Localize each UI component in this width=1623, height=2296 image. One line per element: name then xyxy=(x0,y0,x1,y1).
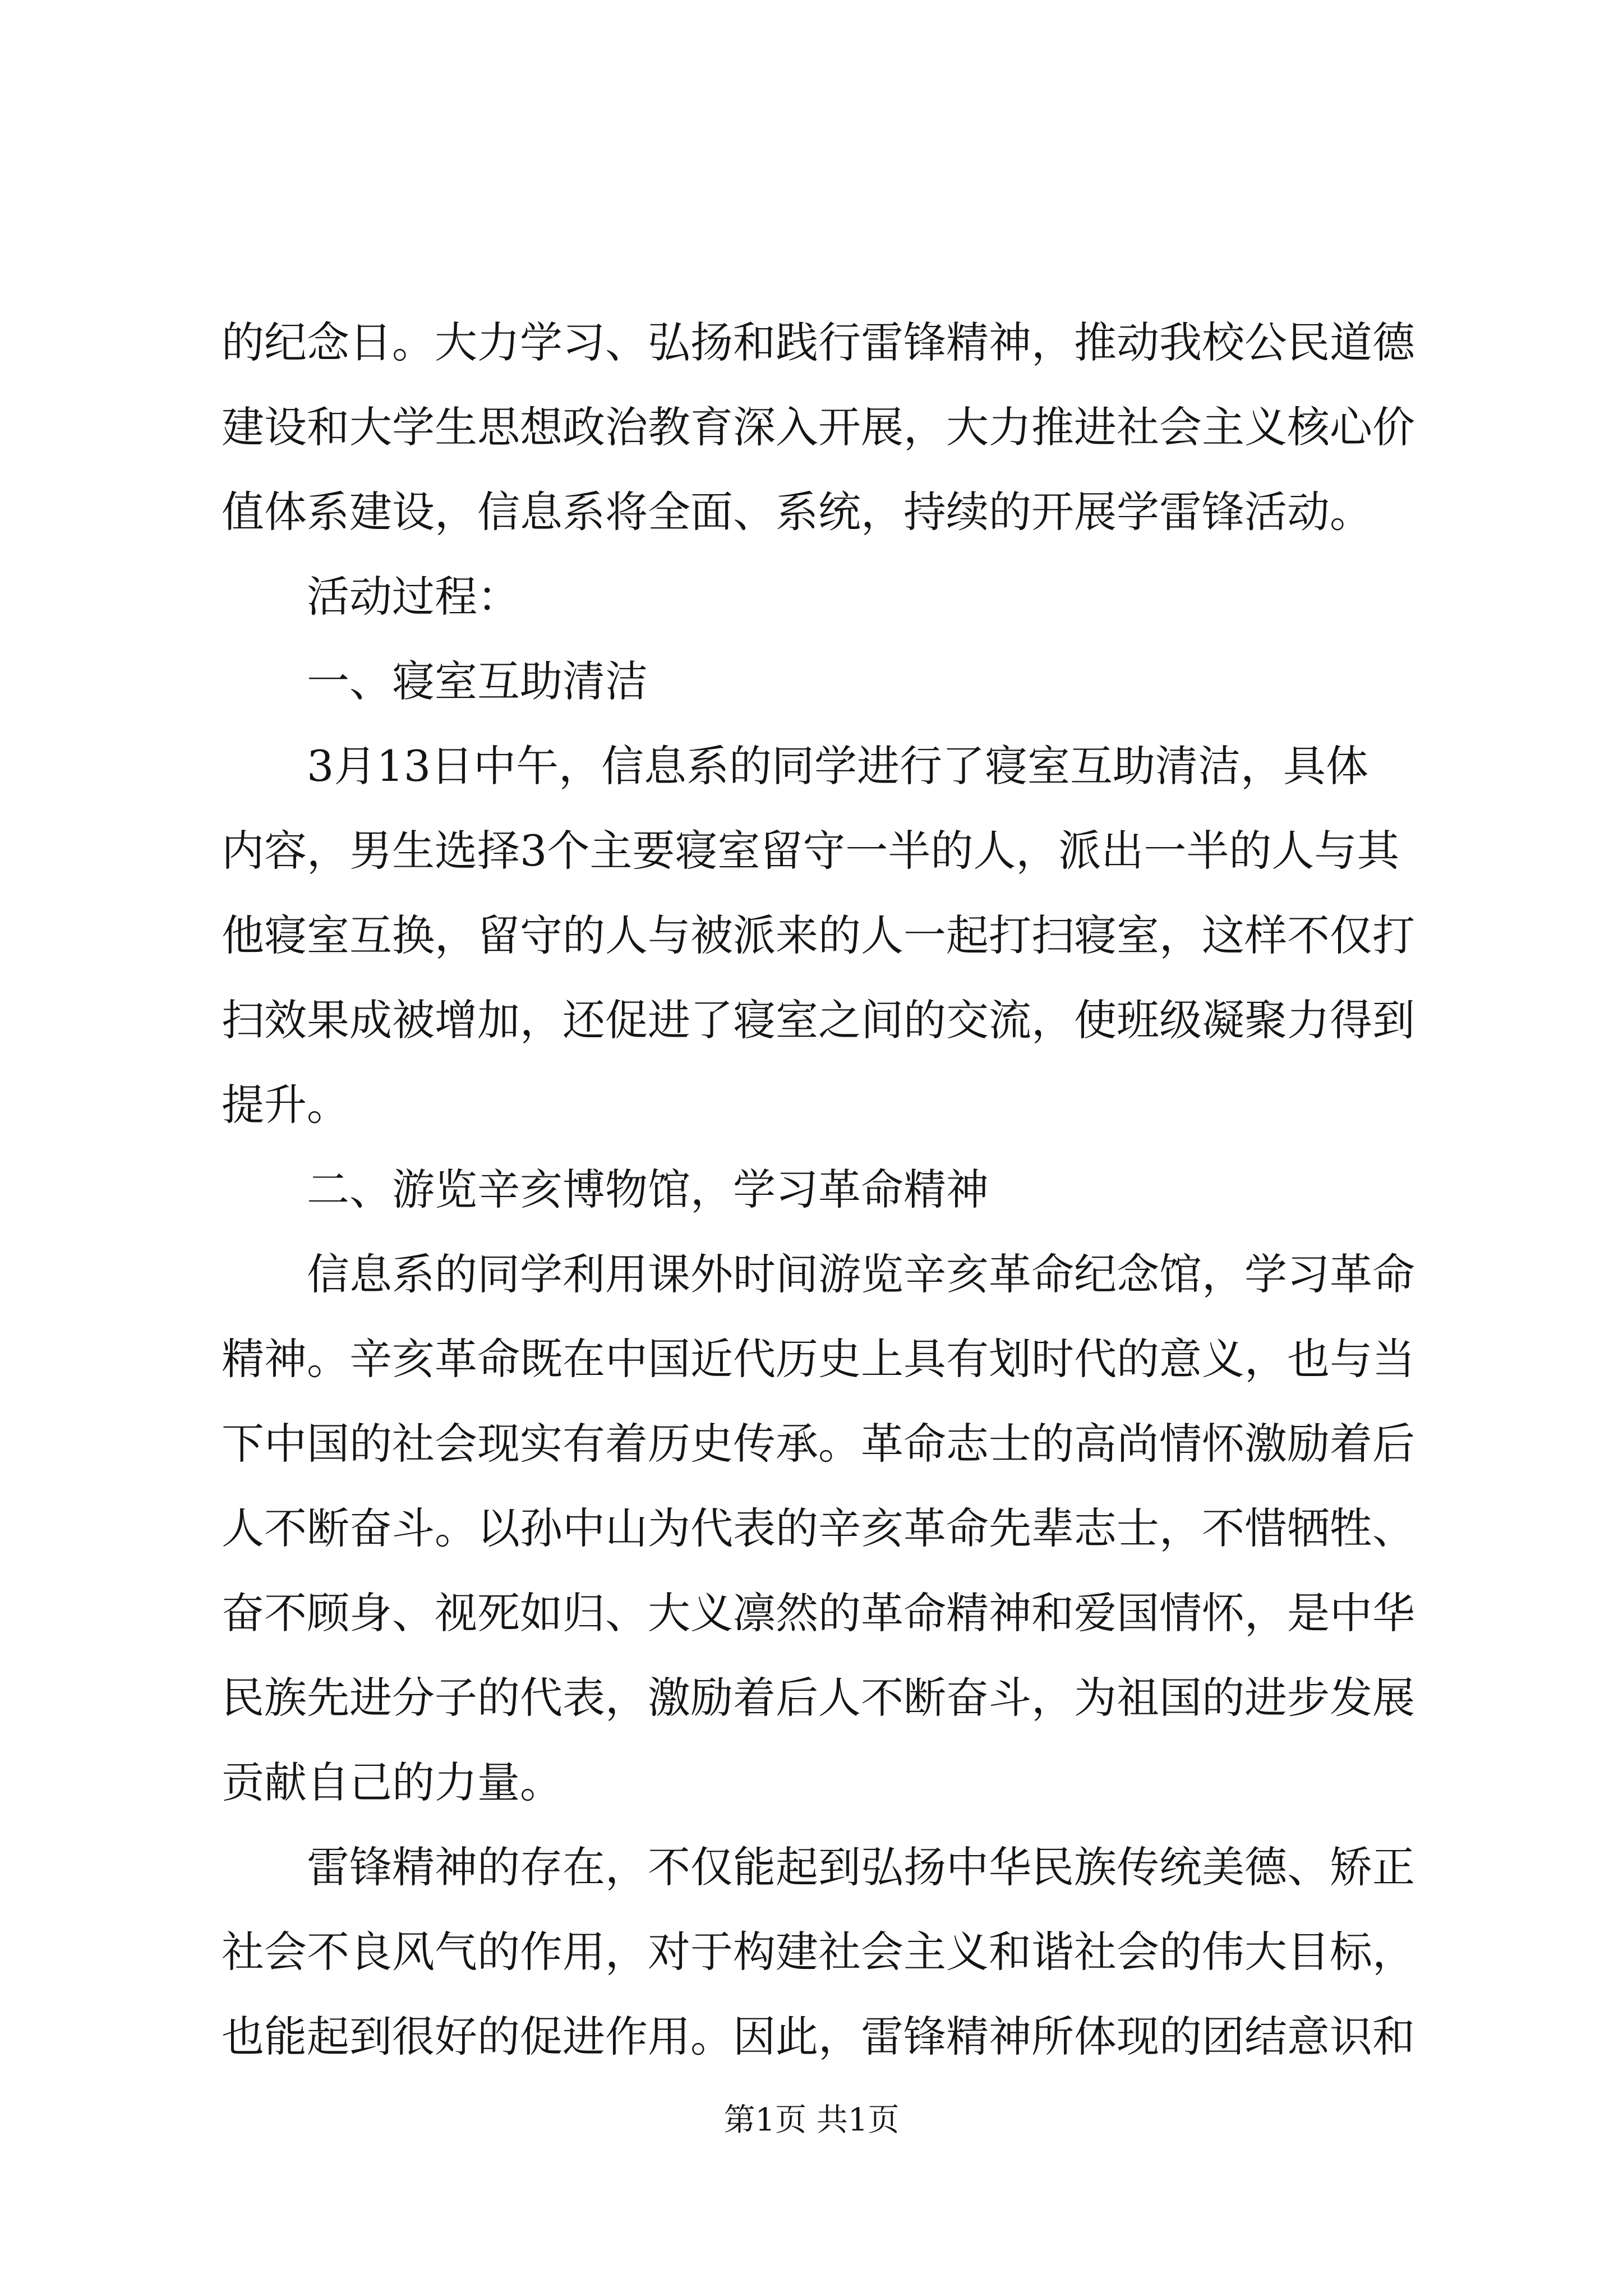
paragraph-line: 信息系的同学利用课外时间游览辛亥革命纪念馆，学习革命 xyxy=(307,1249,1415,1299)
paragraph-line: 内容，男生选择3个主要寝室留守一半的人，派出一半的人与其 xyxy=(222,826,1400,876)
paragraph-line: 人不断奋斗。以孙中山为代表的辛亥革命先辈志士，不惜牺牲、 xyxy=(222,1503,1415,1553)
paragraph-line: 民族先进分子的代表，激励着后人不断奋斗，为祖国的进步发展 xyxy=(222,1673,1415,1723)
paragraph-line: 精神。辛亥革命既在中国近代历史上具有划时代的意义，也与当 xyxy=(222,1334,1415,1384)
paragraph-line: 的纪念日。大力学习、弘扬和践行雷锋精神，推动我校公民道德 xyxy=(222,318,1415,367)
paragraph-line: 也能起到很好的促进作用。因此，雷锋精神所体现的团结意识和 xyxy=(222,2012,1415,2062)
paragraph-line: 值体系建设，信息系将全面、系统，持续的开展学雷锋活动。 xyxy=(222,487,1372,537)
paragraph-line: 贡献自己的力量。 xyxy=(222,1757,562,1807)
body-text xyxy=(222,300,1433,2079)
section-heading: 二、游览辛亥博物馆，学习革命精神 xyxy=(307,1165,989,1214)
section-label: 活动过程： xyxy=(307,572,520,622)
paragraph-line: 提升。 xyxy=(222,1080,349,1130)
paragraph-line: 社会不良风气的作用，对于构建社会主义和谐社会的伟大目标， xyxy=(222,1927,1415,1977)
paragraph-line: 建设和大学生思想政治教育深入开展，大力推进社会主义核心价 xyxy=(222,402,1415,452)
paragraph-line: 扫效果成被增加，还促进了寝室之间的交流，使班级凝聚力得到 xyxy=(222,995,1415,1045)
section-heading: 一、寝室互助清洁 xyxy=(307,656,648,706)
paragraph-line: 雷锋精神的存在，不仅能起到弘扬中华民族传统美德、矫正 xyxy=(307,1842,1415,1892)
paragraph-line: 下中国的社会现实有着历史传承。革命志士的高尚情怀激励着后 xyxy=(222,1419,1415,1469)
page-footer: 第1页 共1页 xyxy=(723,2102,900,2138)
paragraph-line: 他寝室互换，留守的人与被派来的人一起打扫寝室，这样不仅打 xyxy=(222,910,1415,960)
paragraph-line: 奋不顾身、视死如归、大义凛然的革命精神和爱国情怀，是中华 xyxy=(222,1588,1415,1638)
paragraph-line: 3月13日中午，信息系的同学进行了寝室互助清洁，具体 xyxy=(307,741,1369,791)
